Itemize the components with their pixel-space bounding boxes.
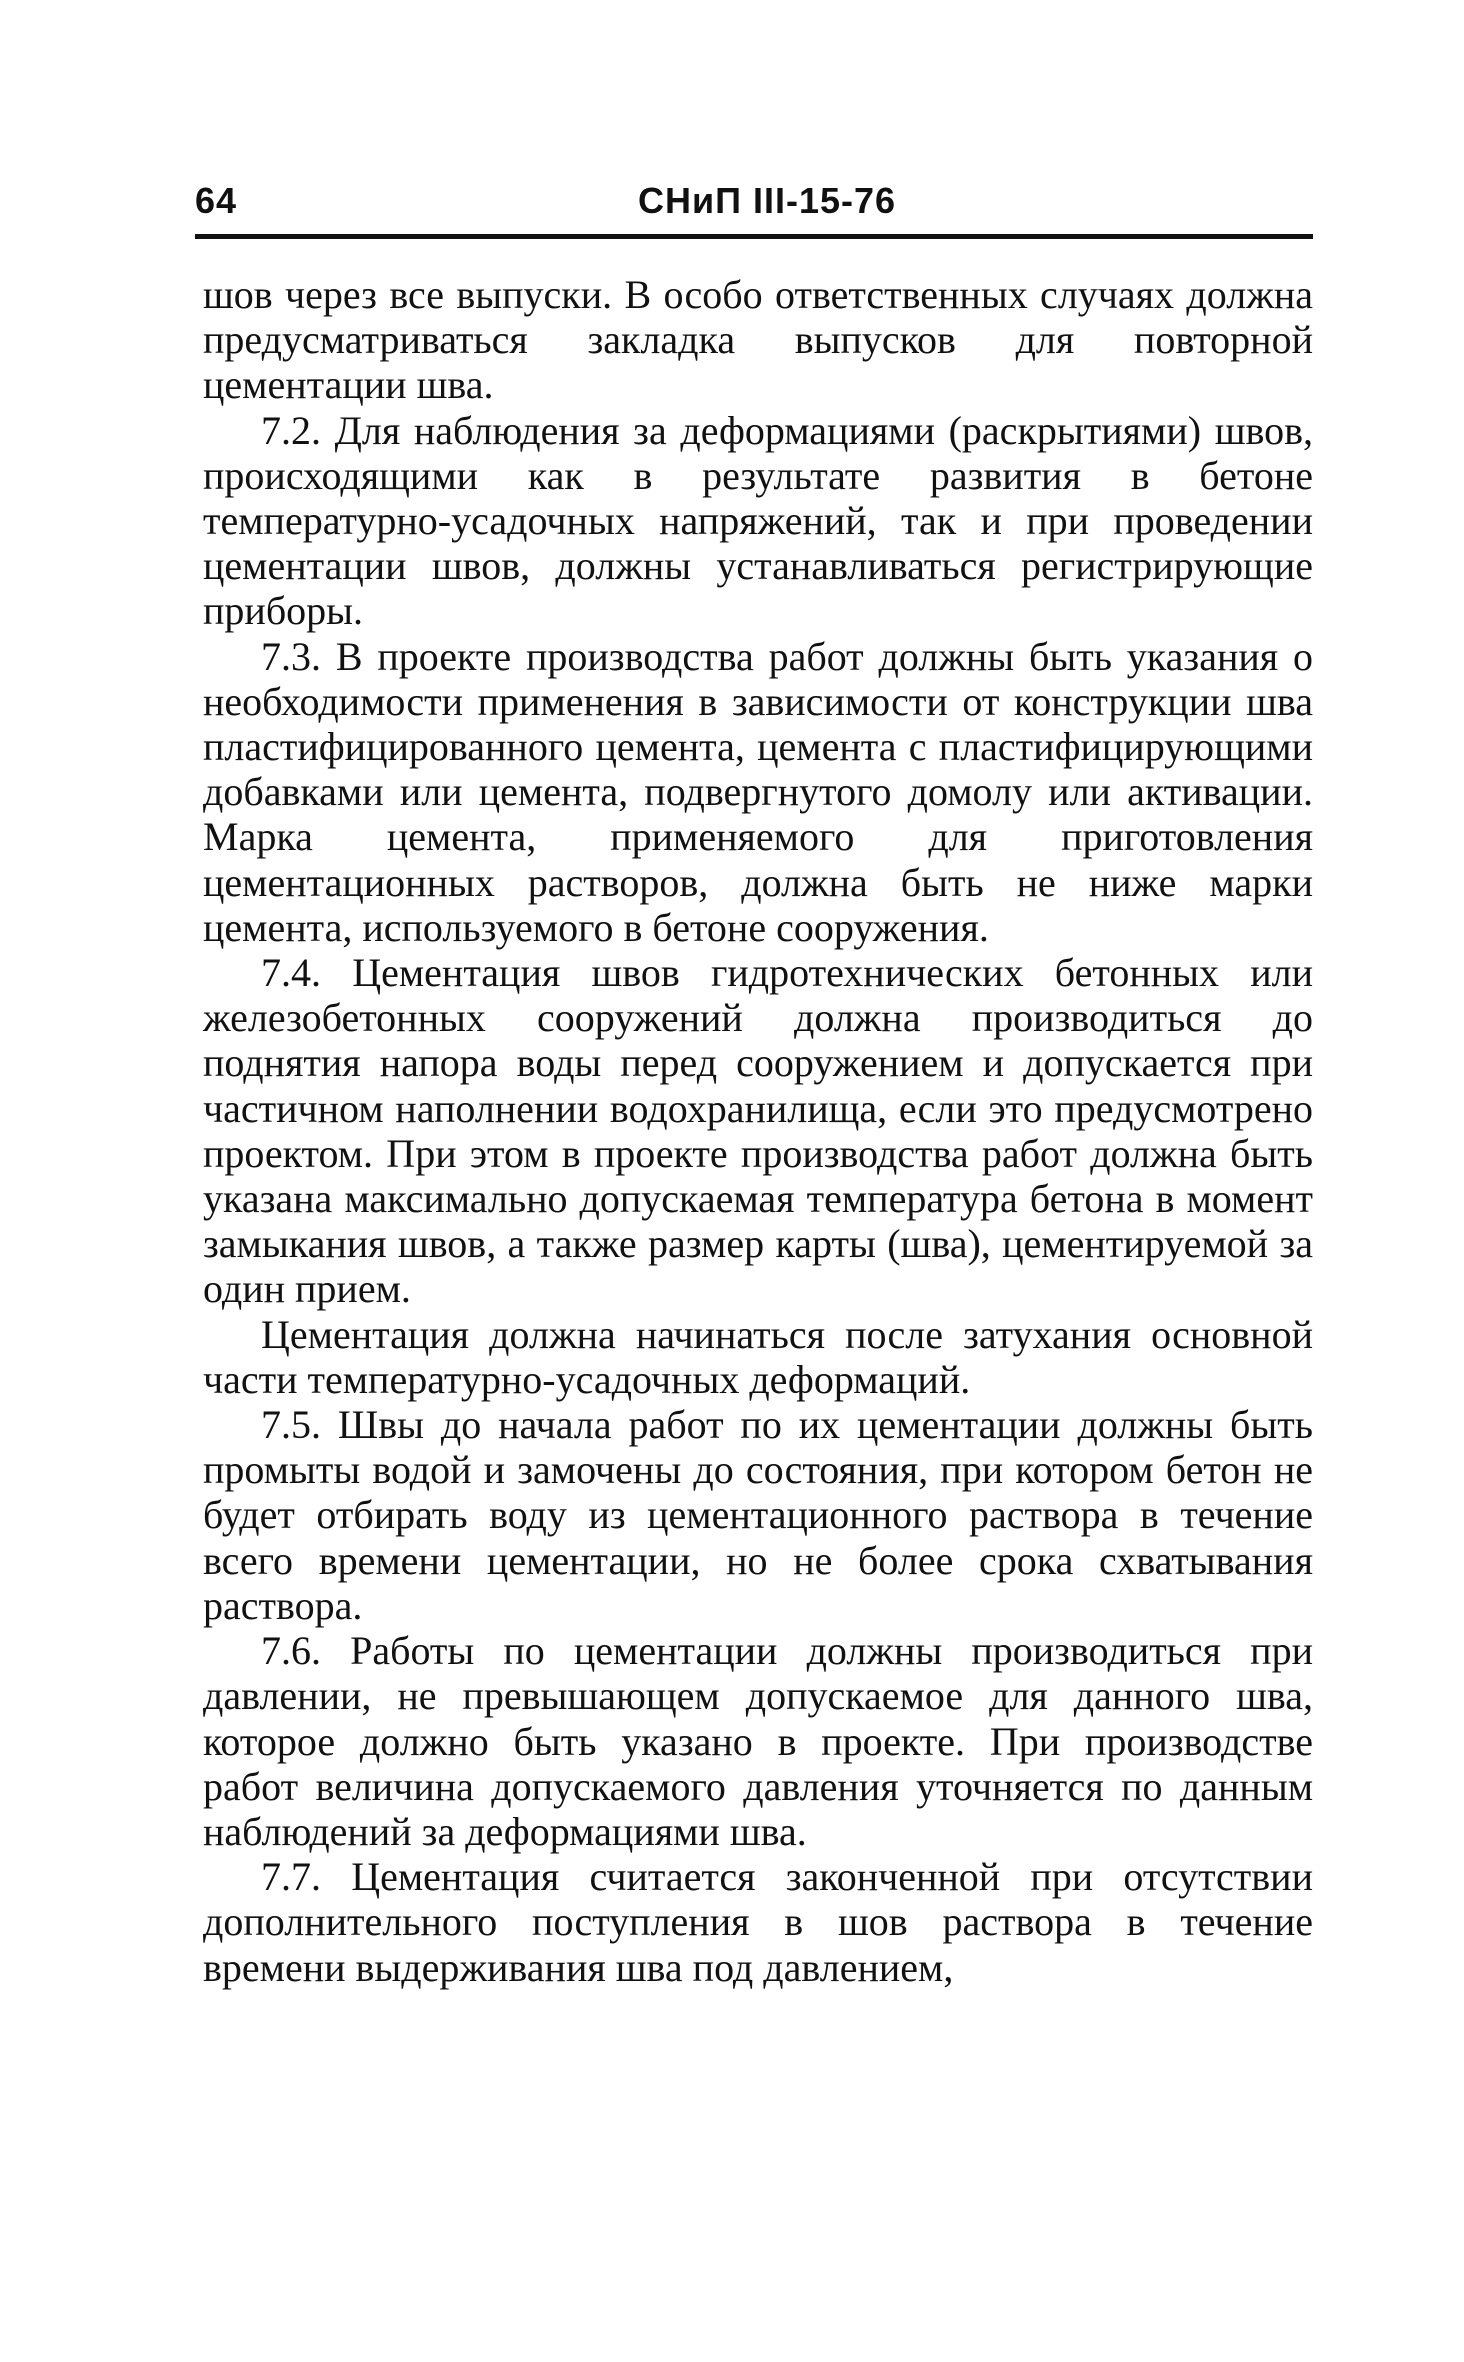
paragraph-7-4: 7.4. Цементация швов гидротехнических бетонных или железобетонных сооружений должна производиться до поднятия напора воды перед сооружением и допускается при частичном наполнении водохранилища, если это предусмотрено проектом. При этом в проекте производства работ должна быть указана максимально допускаемая температура бетона в момент замыкания швов, а также размер карты (шва), цементируемой за один прием.	[203, 950, 1313, 1312]
paragraph-7-7: 7.7. Цементация считается законченной при отсутствии дополнительного поступления в шов раствора в течение времени выдерживания шва под давлением,	[203, 1854, 1313, 1990]
running-head: СНиП III-15-76	[638, 180, 897, 221]
paragraph-7-5: 7.5. Швы до начала работ по их цементации должны быть промыты водой и замочены до состояния, при котором бетон не будет отбирать воду из цементационного раствора в течение всего времени цементации, но не более срока схватывания раствора.	[203, 1402, 1313, 1628]
header-rule	[195, 234, 1313, 239]
paragraph-7-2: 7.2. Для наблюдения за деформациями (раскрытиями) швов, происходящими как в результате развития в бетоне температурно-усадочных напряжений, так и при проведении цементации швов, должны устанавливаться регистрирующие приборы.	[203, 407, 1313, 634]
paragraph-7-3: 7.3. В проекте производства работ должны быть указания о необходимости применения в зависимости от конструкции шва пластифицированного цемента, цемента с пластифицирующими добавками или цемента, подвергнутого домолу или активации. Марка цемента, применяемого для приготовления цементационных растворов, должна быть не ниже марки цемента, используемого в бетоне сооружения.	[203, 633, 1313, 950]
paragraph-7-4-note: Цементация должна начинаться после затухания основной части температурно-усадочных деформаций.	[203, 1311, 1313, 1402]
page-number: 64	[195, 180, 238, 221]
paragraph-continuation: шов через все выпуски. В особо ответственных случаях должна предусматриваться закладка выпусков для повторной цементации шва.	[203, 272, 1313, 408]
page-header	[195, 180, 1313, 230]
paragraph-7-6: 7.6. Работы по цементации должны производиться при давлении, не превышающем допускаемое для данного шва, которое должно быть указано в проекте. При производстве работ величина допускаемого давления уточняется по данным наблюдений за деформациями шва.	[203, 1628, 1313, 1854]
body-text	[203, 272, 1313, 1990]
